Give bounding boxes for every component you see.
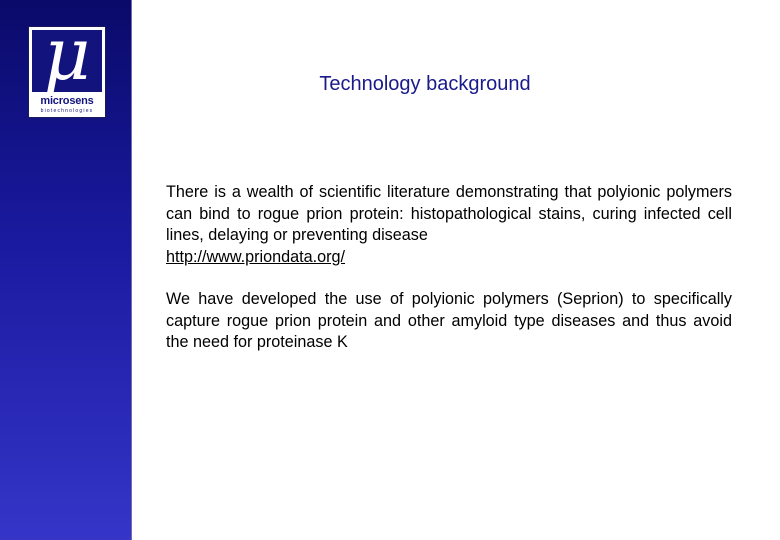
logo-wordmark: microsens <box>40 95 94 107</box>
slide-body <box>166 182 732 354</box>
paragraph-literature: There is a wealth of scientific literature demonstrating that polyionic polymers can bind to rogue prion protein: histopathological stains, curing infected cell lines, delaying or preventing disease <box>166 183 732 244</box>
logo-subtitle: biotechnologies <box>40 108 94 114</box>
sidebar-panel <box>0 0 132 540</box>
microsens-logo <box>28 12 106 118</box>
logo-glyph: μ <box>43 12 91 96</box>
slide-title: Technology background <box>319 73 531 95</box>
paragraph-seprion: We have developed the use of polyionic polymers (Seprion) to specifically capture rogue prion protein and other amyloid type diseases and thus avoid the need for proteinase K <box>166 290 732 351</box>
priondata-link[interactable]: http://www.priondata.org/ <box>166 247 346 266</box>
logo-mark <box>32 12 102 96</box>
paragraph-gap <box>166 268 732 289</box>
